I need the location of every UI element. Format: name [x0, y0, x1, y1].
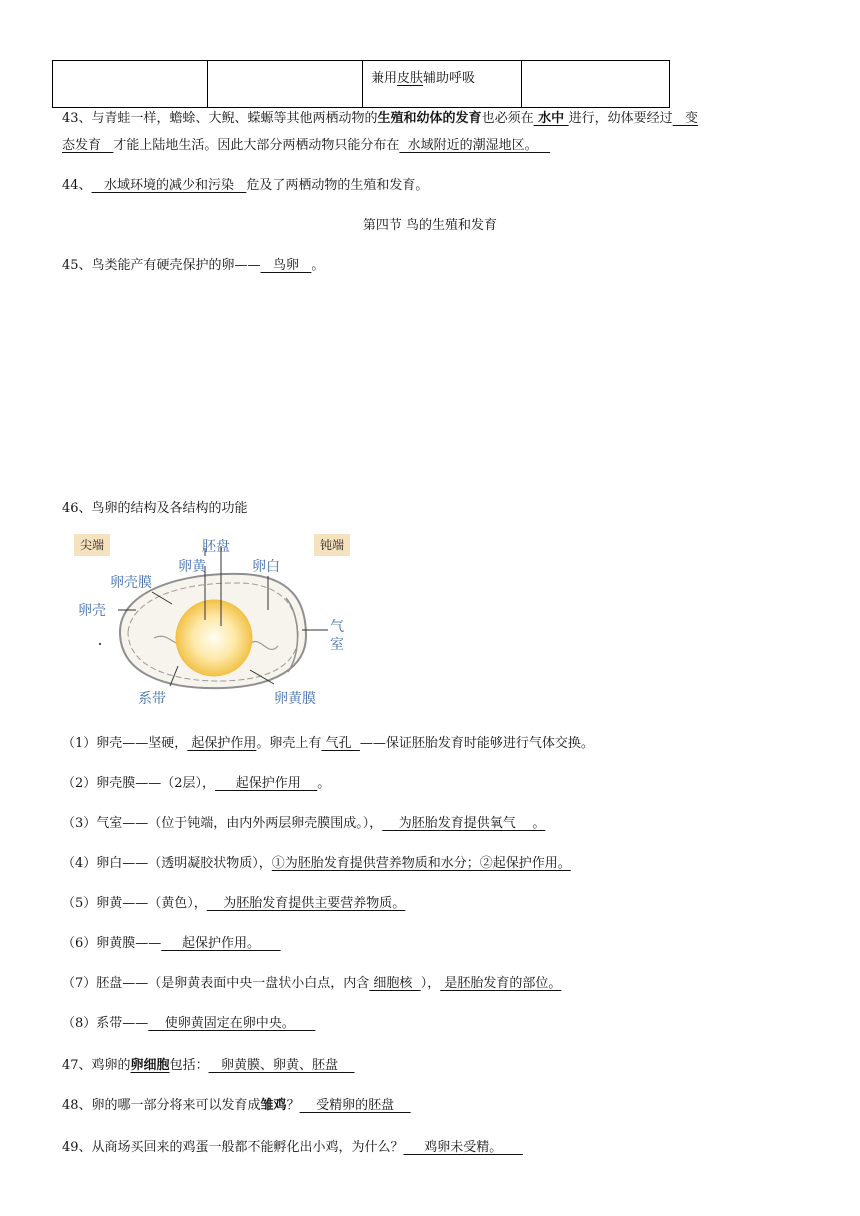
- item-1: （1）卵壳——坚硬， 起保护作用。卵壳上有 气孔 ——保证胚胎发育时能够进行气体交换。: [62, 736, 594, 751]
- answer-blank: 受精卵的胚盘: [299, 1098, 411, 1113]
- question-43-line-1: 43、与青蛙一样，蟾蜍、大鲵、蝾螈等其他两栖动物的生殖和幼体的发育也必须在 水中 进行，幼体要经过 变: [62, 111, 699, 126]
- answer-blank: 是胚胎发育的部位。: [440, 976, 562, 991]
- answer-blank: 变: [672, 111, 699, 126]
- question-43-line-2: 态发育 才能上陆地生活。因此大部分两栖动物只能分布在 水域附近的潮湿地区。: [62, 138, 551, 153]
- label-yolk: 卵黄: [178, 559, 206, 575]
- yolk-circle: [176, 600, 252, 676]
- answer-blank: 皮肤: [397, 71, 424, 86]
- answer-blank: 起保护作用。: [161, 936, 281, 951]
- emphasis-text: 雏鸡: [260, 1098, 287, 1113]
- answer-blank: 起保护作用: [215, 776, 318, 791]
- egg-drawing: [74, 534, 350, 708]
- answer-blank: 细胞核: [369, 976, 421, 991]
- answer-blank: 气孔: [321, 736, 360, 751]
- answer-blank: 水中: [533, 111, 569, 126]
- item-2: （2）卵壳膜——（2层）， 起保护作用 。: [62, 776, 331, 791]
- answer-blank: 卵黄膜、卵黄、胚盘: [208, 1058, 355, 1073]
- pointed-end-tag: 尖端: [74, 534, 110, 556]
- egg-structure-diagram: [74, 534, 350, 708]
- section-title: 第四节 鸟的生殖和发育: [362, 218, 498, 233]
- question-44: 44、 水域环境的减少和污染 危及了两栖动物的生殖和发育。: [62, 178, 429, 193]
- answer-blank: 态发育: [62, 138, 114, 153]
- question-47: 47、鸡卵的卵细胞包括： 卵黄膜、卵黄、胚盘: [62, 1058, 355, 1073]
- respiration-table-fragment: [52, 60, 670, 108]
- label-yolk-membrane: 卵黄膜: [274, 691, 316, 707]
- answer-blank: 起保护作用: [187, 736, 257, 751]
- item-3: （3）气室——（位于钝端，由内外两层卵壳膜围成。）， 为胚胎发育提供氧气 。: [62, 816, 546, 831]
- table-cell: [208, 61, 363, 108]
- emphasis-text: 生殖和幼体的发育: [377, 111, 482, 126]
- question-48: 48、卵的哪一部分将来可以发育成雏鸡？ 受精卵的胚盘: [62, 1098, 411, 1113]
- label-air-cell: 气室: [330, 619, 344, 653]
- label-albumen: 卵白: [252, 559, 280, 575]
- answer-blank: 鸡卵未受精。: [403, 1140, 523, 1155]
- label-chalaza: 系带: [138, 691, 166, 707]
- item-6: （6）卵黄膜—— 起保护作用。: [62, 936, 281, 951]
- item-5: （5）卵黄——（黄色）， 为胚胎发育提供主要营养物质。: [62, 896, 406, 911]
- item-7: （7）胚盘——（是卵黄表面中央一盘状小白点，内含 细胞核 ）， 是胚胎发育的部位。: [62, 976, 562, 991]
- label-shell-membrane: 卵壳膜: [110, 575, 152, 591]
- question-49: 49、从商场买回来的鸡蛋一般都不能孵化出小鸡，为什么？ 鸡卵未受精。: [62, 1140, 523, 1155]
- answer-blank: 水域附近的潮湿地区。: [399, 138, 551, 153]
- item-4: （4）卵白——（透明凝胶状物质），①为胚胎发育提供营养物质和水分；②起保护作用。: [62, 856, 571, 871]
- answer-blank: 使卵黄固定在卵中央。: [148, 1016, 316, 1031]
- emphasis-text: 卵细胞: [130, 1058, 170, 1073]
- table-cell-skin-breathing: 兼用皮肤辅助呼吸: [363, 61, 522, 108]
- answer-blank: 水域环境的减少和污染: [91, 178, 247, 193]
- label-blastodisc: 胚盘: [202, 539, 230, 555]
- table-cell: [53, 61, 208, 108]
- table-cell: [522, 61, 670, 108]
- item-8: （8）系带—— 使卵黄固定在卵中央。: [62, 1016, 316, 1031]
- label-shell: 卵壳: [78, 603, 106, 619]
- answer-blank: 为胚胎发育提供氧气 。: [382, 816, 546, 831]
- answer-blank: 鸟卵: [260, 258, 312, 273]
- answer-blank: 为胚胎发育提供主要营养物质。: [206, 896, 406, 911]
- blunt-end-tag: 钝端: [314, 534, 350, 556]
- question-46: 46、鸟卵的结构及各结构的功能: [62, 501, 248, 516]
- answer-blank: ①为胚胎发育提供营养物质和水分；②起保护作用。: [271, 856, 571, 871]
- question-45: 45、鸟类能产有硬壳保护的卵—— 鸟卵 。: [62, 258, 325, 273]
